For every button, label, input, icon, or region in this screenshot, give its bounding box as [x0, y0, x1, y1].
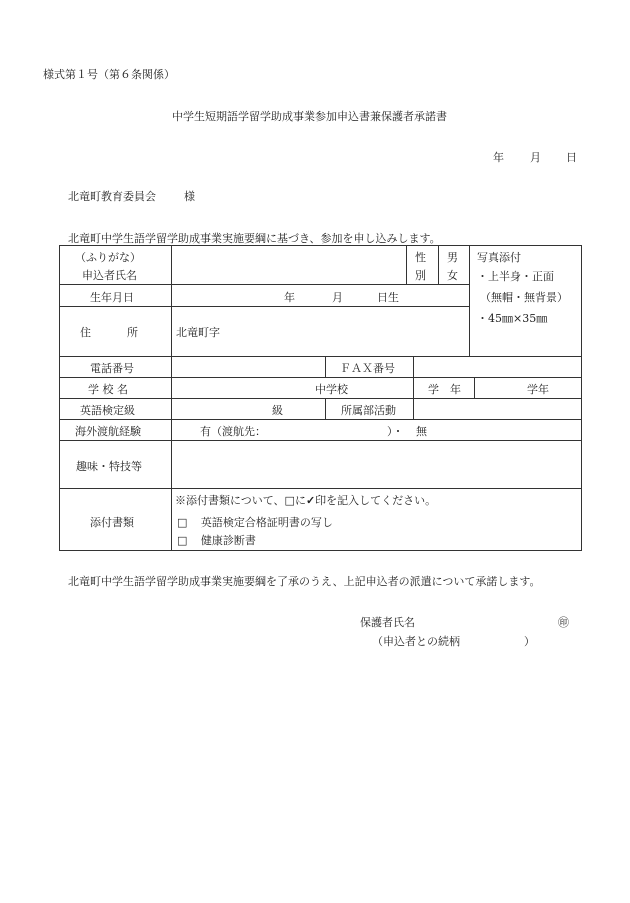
english-level-suffix: 級 — [272, 404, 283, 417]
attachments-label: 添付書類 — [90, 516, 134, 529]
address-label-2: 所 — [127, 326, 138, 339]
fax-field[interactable] — [414, 357, 580, 376]
date-year: 年 — [493, 151, 504, 164]
page-title: 中学生短期語学留学助成事業参加申込書兼保護者承諾書 — [172, 110, 447, 123]
address-field[interactable] — [172, 307, 468, 355]
checkbox-icon[interactable]: □ — [177, 516, 188, 529]
relation-field[interactable] — [478, 631, 520, 647]
date-month: 月 — [530, 151, 541, 164]
applicant-name-field[interactable] — [172, 246, 405, 283]
attachments-note — [175, 492, 436, 508]
guardian-name-field[interactable] — [425, 612, 553, 628]
check-mark-icon: ✓ — [305, 494, 316, 507]
overseas-destination-field[interactable] — [268, 420, 386, 439]
birth-year-unit: 年 — [284, 291, 295, 304]
hobby-field[interactable] — [172, 441, 580, 487]
gender-label-2: 別 — [415, 269, 426, 282]
birth-date-field[interactable] — [172, 285, 468, 305]
checkbox-icon[interactable]: □ — [177, 534, 188, 547]
relation-open: （申込者との続柄 — [372, 635, 460, 648]
fax-label: ＦＡＸ番号 — [340, 362, 395, 375]
relation-close: ） — [524, 635, 535, 648]
address-value: 北竜町字 — [176, 326, 220, 339]
address-label-1: 住 — [80, 326, 91, 339]
attachments-note-post: 印を記入してください。 — [315, 494, 437, 507]
photo-line-2: （無帽・無背景） — [480, 291, 568, 304]
birth-month-unit: 月 — [332, 291, 343, 304]
gender-label-1: 性 — [415, 251, 426, 264]
form-number: 様式第１号（第６条関係） — [43, 68, 175, 81]
hobby-label: 趣味・特技等 — [76, 460, 142, 473]
grade-field[interactable] — [475, 378, 580, 397]
attachment-item-english-cert[interactable] — [177, 514, 333, 530]
school-field[interactable] — [172, 378, 412, 397]
birth-day-unit: 日生 — [377, 291, 399, 304]
overseas-label: 海外渡航経験 — [75, 425, 141, 438]
school-label: 学 校 名 — [88, 383, 128, 396]
grade-suffix: 学年 — [527, 383, 549, 396]
attachment-item-label: 英語検定合格証明書の写し — [200, 516, 333, 529]
photo-line-3: ・45㎜×35㎜ — [477, 312, 548, 325]
grade-label: 学 年 — [428, 383, 461, 396]
phone-label: 電話番号 — [90, 362, 134, 375]
overseas-no-option[interactable]: 無 — [416, 425, 427, 438]
consent-text: 北竜町中学生語学留学助成事業実施要綱を了承のうえ、上記申込者の派遣について承諾します。 — [68, 575, 541, 588]
date-day: 日 — [566, 151, 577, 164]
gender-option-male[interactable]: 男 — [447, 251, 458, 264]
overseas-yes-option[interactable]: 有（渡航先： — [200, 425, 266, 438]
club-field[interactable] — [414, 399, 580, 418]
english-level-label: 英語検定級 — [80, 404, 135, 417]
furigana-label: （ふりがな） — [75, 251, 141, 264]
guardian-name-label: 保護者氏名 — [360, 616, 415, 629]
seal-icon: ㊞ — [558, 616, 569, 629]
phone-field[interactable] — [172, 357, 324, 376]
photo-line-1: ・上半身・正面 — [477, 270, 554, 283]
attachments-note-pre: ※添付書類について、□に — [175, 494, 306, 507]
overseas-close: ）・ — [387, 425, 404, 438]
intro-text: 北竜町中学生語学留学助成事業実施要綱に基づき、参加を申し込みします。 — [68, 232, 441, 245]
attachment-item-label: 健康診断書 — [200, 534, 256, 547]
addressee-name: 北竜町教育委員会 — [68, 190, 156, 203]
birth-date-label: 生年月日 — [90, 291, 134, 304]
applicant-name-label: 申込者氏名 — [82, 269, 137, 282]
club-label: 所属部活動 — [341, 404, 396, 417]
english-level-field[interactable] — [172, 399, 324, 418]
school-suffix: 中学校 — [315, 383, 348, 396]
addressee-honorific: 様 — [184, 190, 195, 203]
attachment-item-health-cert[interactable] — [177, 532, 256, 548]
gender-option-female[interactable]: 女 — [447, 269, 458, 282]
photo-title: 写真添付 — [477, 251, 521, 264]
